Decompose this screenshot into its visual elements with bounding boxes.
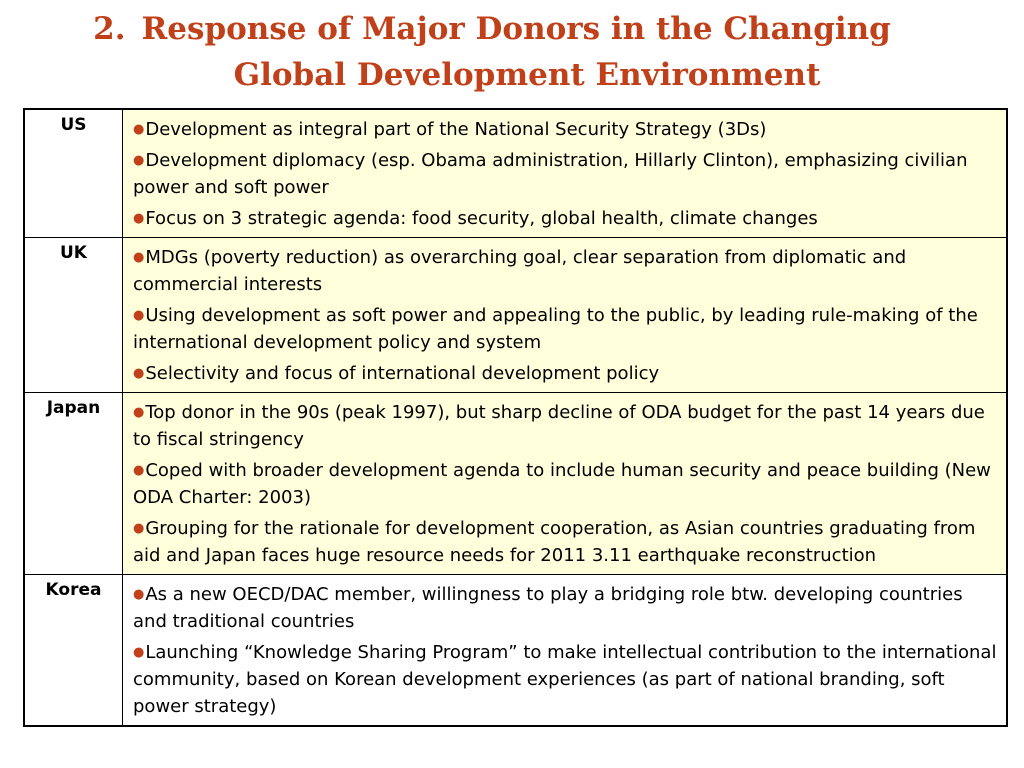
table-row-us <box>24 109 1007 238</box>
bullet-dot-icon: ● <box>133 463 145 478</box>
list-item: ●Focus on 3 strategic agenda: food security, global health, climate changes <box>133 208 818 229</box>
bullet-dot-icon: ● <box>133 153 145 168</box>
list-item: ●Launching “Knowledge Sharing Program” to make intellectual contribution to the international community, based on Korean development experiences (as part of national branding, soft power strategy) <box>133 642 997 717</box>
list-item: ●Top donor in the 90s (peak 1997), but sharp decline of ODA budget for the past 14 years due to fiscal stringency <box>133 402 985 450</box>
list-item: ●Selectivity and focus of international development policy <box>133 363 660 384</box>
list-item: ●Development as integral part of the National Security Strategy (3Ds) <box>133 119 767 140</box>
list-item: ●As a new OECD/DAC member, willingness to play a bridging role btw. developing countries and traditional countries <box>133 584 963 632</box>
title-line-2: Global Development Environment <box>233 57 821 93</box>
bullet-dot-icon: ● <box>133 366 145 381</box>
country-cell: UK <box>24 238 123 393</box>
list-item: ●Coped with broader development agenda to include human security and peace building (New ODA Charter: 2003) <box>133 460 991 508</box>
table-row-korea <box>24 575 1007 727</box>
list-item: ●Grouping for the rationale for development cooperation, as Asian countries graduating from aid and Japan faces huge resource needs for 2011 3.11 earthquake reconstruction <box>133 518 976 566</box>
bullet-dot-icon: ● <box>133 521 145 536</box>
bullet-dot-icon: ● <box>133 211 145 226</box>
bullets-cell <box>123 109 1008 238</box>
bullet-dot-icon: ● <box>133 308 145 323</box>
list-item: ●Using development as soft power and appealing to the public, by leading rule-making of the international development policy and system <box>133 305 978 353</box>
country-cell: Korea <box>24 575 123 727</box>
donor-table <box>23 108 1008 727</box>
bullet-dot-icon: ● <box>133 250 145 265</box>
slide-title <box>0 6 1024 98</box>
table-row-uk <box>24 238 1007 393</box>
country-cell: Japan <box>24 393 123 575</box>
country-cell: US <box>24 109 123 238</box>
table-row-japan <box>24 393 1007 575</box>
bullets-cell <box>123 393 1008 575</box>
bullets-cell <box>123 575 1008 727</box>
list-item: ●MDGs (poverty reduction) as overarching goal, clear separation from diplomatic and commercial interests <box>133 247 907 295</box>
title-line-1: Response of Major Donors in the Changing <box>141 11 891 47</box>
bullet-dot-icon: ● <box>133 587 145 602</box>
bullet-dot-icon: ● <box>133 645 145 660</box>
list-item: ●Development diplomacy (esp. Obama administration, Hillarly Clinton), emphasizing civilian power and soft power <box>133 150 968 198</box>
bullet-dot-icon: ● <box>133 122 145 137</box>
bullet-dot-icon: ● <box>133 405 145 420</box>
title-number: 2. <box>93 11 126 47</box>
bullets-cell <box>123 238 1008 393</box>
